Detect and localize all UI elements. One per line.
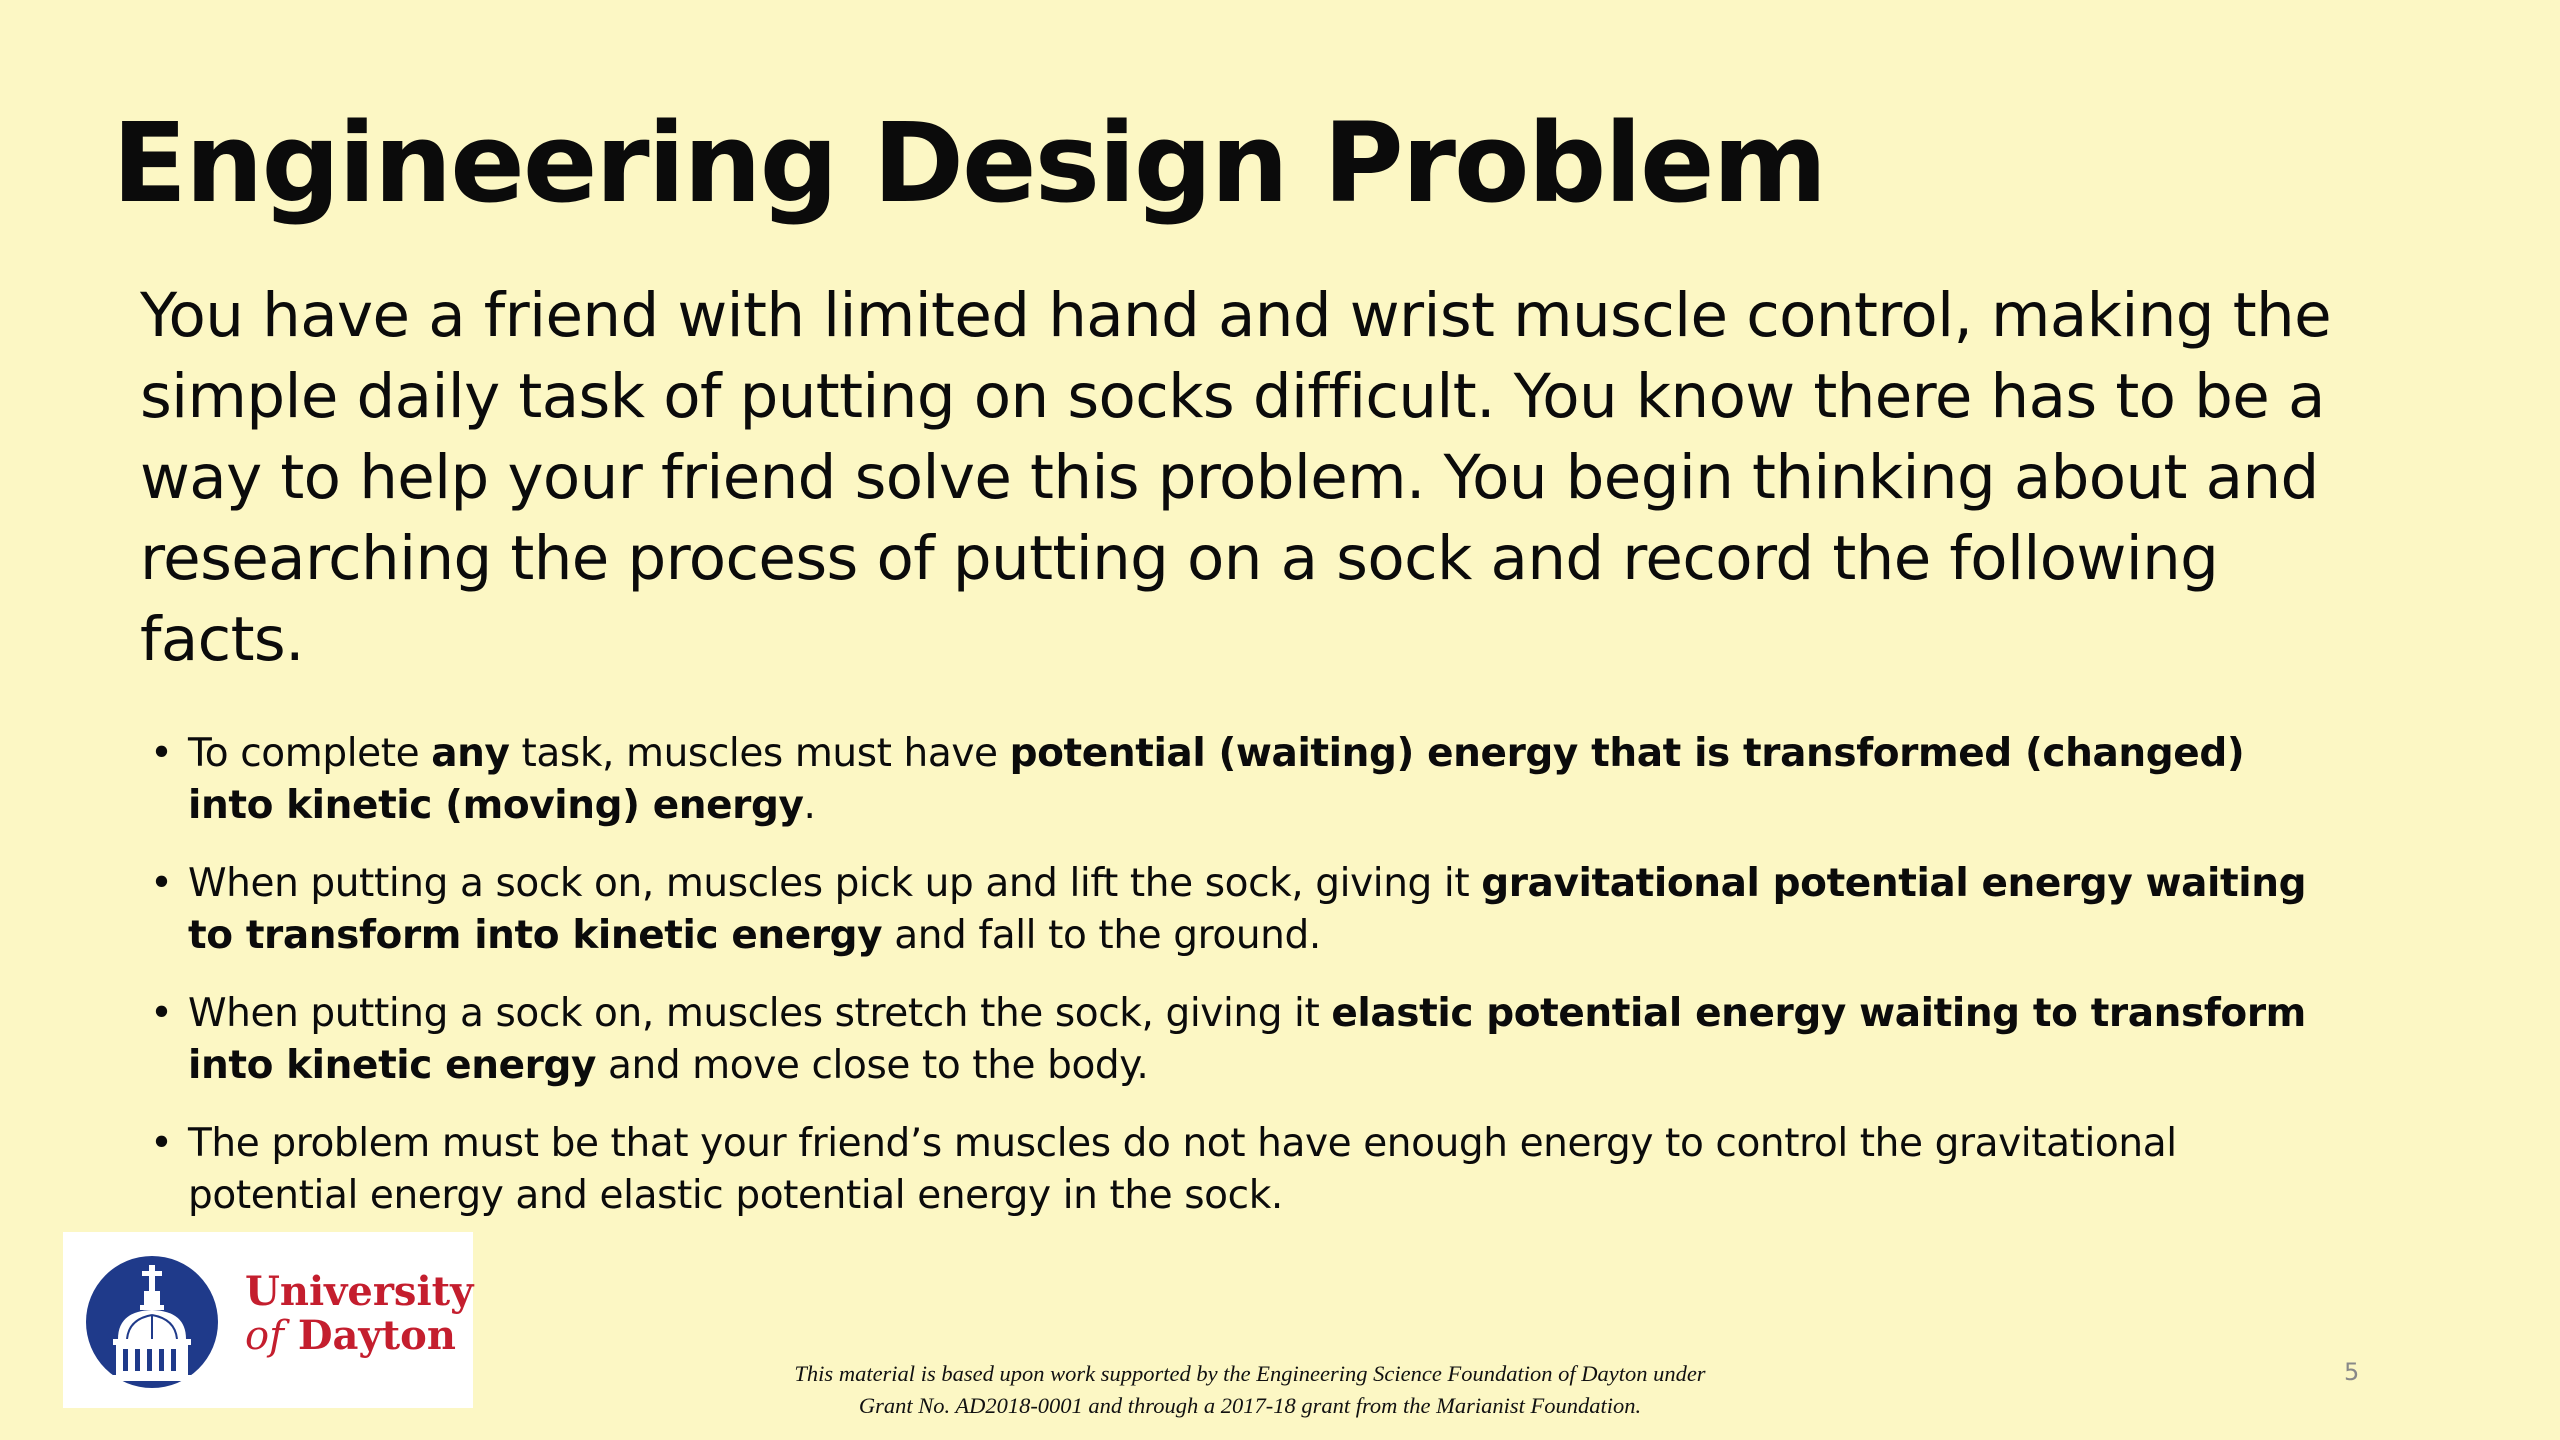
bullet-marker: • — [150, 1121, 173, 1166]
bullet-text: and fall to the ground. — [882, 913, 1321, 958]
dome-seal-icon — [85, 1255, 219, 1389]
bullet-text: The problem must be that your friend’s muscles do not have enough energy to control the gravitational potential energy and elastic potential energy in the sock. — [188, 1121, 2177, 1218]
bullet-marker: • — [150, 861, 173, 906]
fact-bullet — [150, 988, 2330, 1092]
bullet-text: When putting a sock on, muscles stretch the sock, giving it — [188, 991, 1332, 1036]
footnote-line-1: This material is based upon work supported by the Engineering Science Foundation of Dayton under — [794, 1361, 1706, 1386]
bullet-emphasis: any — [431, 731, 510, 776]
logo-line-dayton — [245, 1314, 473, 1358]
bullet-text: When putting a sock on, muscles pick up and lift the sock, giving it — [188, 861, 1482, 906]
university-logo — [63, 1232, 473, 1408]
bullet-emphasis: gravitational potential energy waiting to transform into kinetic energy — [188, 861, 2307, 958]
page-number: 5 — [2344, 1358, 2360, 1386]
bullet-marker: • — [150, 731, 173, 776]
fact-bullet — [150, 1118, 2330, 1222]
fact-list — [150, 728, 2330, 1248]
bullet-text: To complete — [188, 731, 432, 776]
bullet-emphasis: potential (waiting) energy that is transformed (changed) into kinetic (moving) energy — [188, 731, 2245, 828]
footnote-line-2: Grant No. AD2018-0001 and through a 2017-18 grant from the Marianist Foundation. — [858, 1393, 1642, 1418]
fact-bullet — [150, 728, 2330, 832]
bullet-text: task, muscles must have — [509, 731, 1010, 776]
intro-paragraph: You have a friend with limited hand and wrist muscle control, making the simple daily task of putting on socks difficult. You know there has to be a way to help your friend solve this problem. You begin thinking about and researching the process of putting on a sock and record the following facts. — [140, 280, 2332, 675]
slide-title: Engineering Design Problem — [112, 99, 1826, 227]
logo-dayton: Dayton — [283, 1312, 456, 1359]
bullet-text: . — [803, 783, 816, 828]
logo-line-university: University — [245, 1268, 474, 1315]
bullet-marker: • — [150, 991, 173, 1036]
funding-footnote — [620, 1358, 1880, 1422]
logo-of: of — [245, 1313, 284, 1359]
bullet-text: and move close to the body. — [596, 1043, 1149, 1088]
logo-wordmark — [245, 1270, 473, 1358]
fact-bullet — [150, 858, 2330, 962]
bullet-emphasis: elastic potential energy waiting to transform into kinetic energy — [188, 991, 2306, 1088]
